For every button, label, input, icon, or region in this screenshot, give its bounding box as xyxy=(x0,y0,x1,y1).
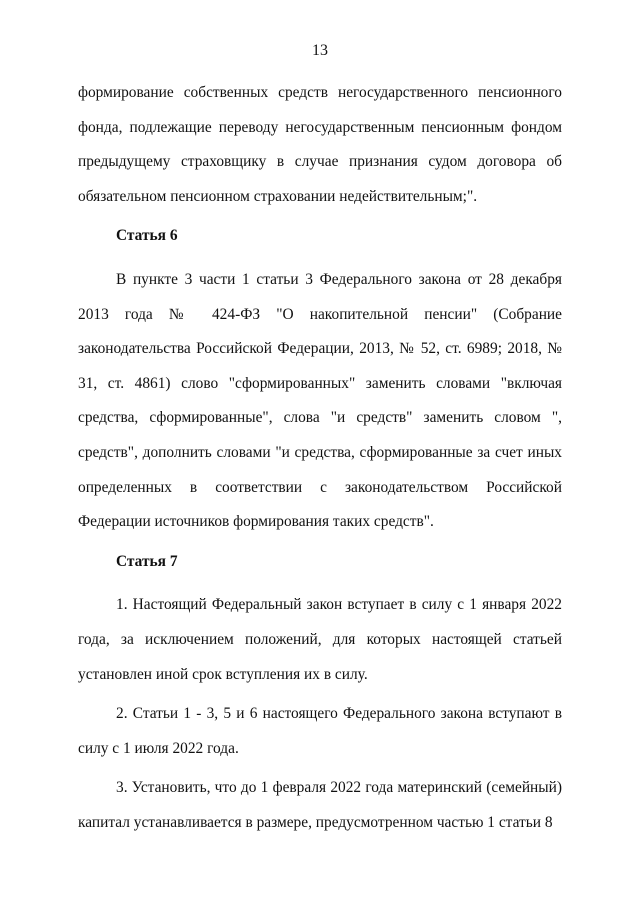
article-heading-6: Статья 6 xyxy=(116,227,178,245)
paragraph-article-7-part-1: 1. Настоящий Федеральный закон вступает в силу с 1 января 2022 года, за исключением положений, для которых настоящей статьей установлен иной срок вступления их в силу. xyxy=(78,596,562,683)
page-number: 13 xyxy=(312,42,328,59)
paragraph-article-7-part-3: 3. Установить, что до 1 февраля 2022 года материнский (семейный) капитал устанавливается в размере, предусмотренном частью 1 статьи 8 xyxy=(78,779,562,831)
article-heading-7: Статья 7 xyxy=(116,552,178,570)
paragraph-article-6: В пункте 3 части 1 статьи 3 Федерального закона от 28 декабря 2013 года № 424-ФЗ "О накопительной пенсии" (Собрание законодательства Российской Федерации, 2013, № 52, ст. 6989; 2018, № 31, ст. 4861) слово "сформированных" заменить словами "включая средства, сформированные", слова "и средств" заменить словом ", средств", дополнить словами "и средства, сформированные за счет иных определенных в соответствии с законодательством Российской Федерации источников формирования таких средств". xyxy=(78,270,562,531)
paragraph-article-7-part-2: 2. Статьи 1 - 3, 5 и 6 настоящего Федерального закона вступают в силу с 1 июля 2022 года. xyxy=(78,705,562,757)
document-body xyxy=(78,76,562,845)
paragraph-continuation: формирование собственных средств негосударственного пенсионного фонда, подлежащие переводу негосударственным пенсионным фондом предыдущему страховщику в случае признания судом договора об обязательном пенсионном страховании недействительным;". xyxy=(78,84,562,205)
